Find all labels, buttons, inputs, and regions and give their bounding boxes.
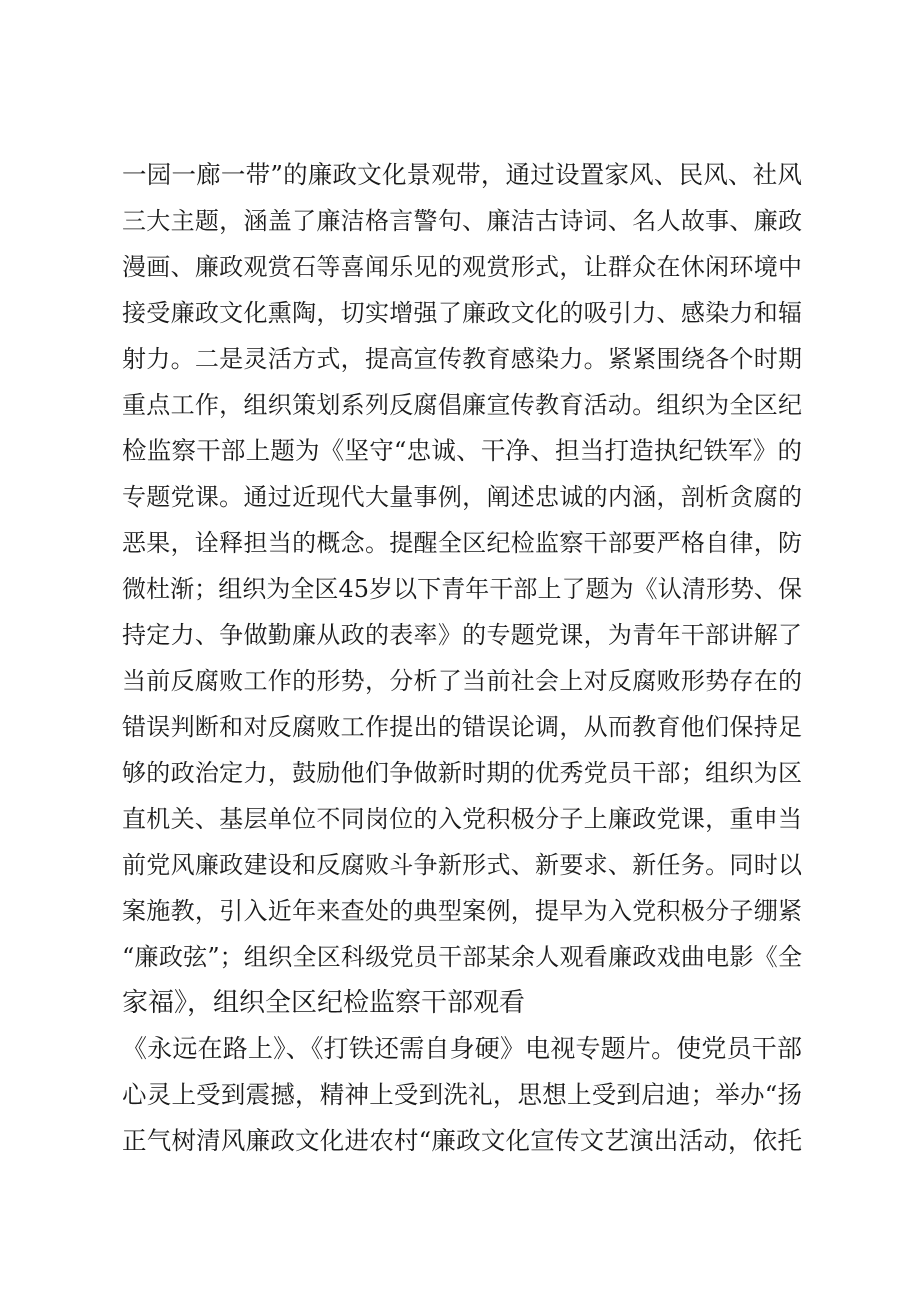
text-line: 当前反腐败工作的形势，分析了当前社会上对反腐败形势存在的 — [122, 667, 802, 695]
text-line: 接受廉政文化熏陶，切实增强了廉政文化的吸引力、感染力和辐 — [122, 299, 802, 327]
text-line: 家福》，组织全区纪检监察干部观看 — [122, 988, 526, 1018]
text-line: 漫画、廉政观赏石等喜闻乐见的观赏形式，让群众在休闲环境中 — [122, 253, 802, 281]
text-line: 前党风廉政建设和反腐败斗争新形式、新要求、新任务。同时以 — [122, 851, 802, 879]
text-line: 够的政治定力，鼓励他们争做新时期的优秀党员干部；组织为区 — [122, 759, 802, 787]
text-line: 《永远在路上》、《打铁还需自身硬》电视专题片。使党员干部 — [122, 1034, 802, 1063]
text-line: “廉政弦”；组织全区科级党员干部某余人观看廉政戏曲电影《全 — [122, 943, 802, 971]
body-text — [122, 152, 802, 1164]
text-line: 重点工作，组织策划系列反腐倡廉宣传教育活动。组织为全区纪 — [122, 391, 802, 419]
text-line: 持定力、争做勤廉从政的表率》的专题党课，为青年干部讲解了 — [122, 621, 802, 649]
text-line: 一园一廊一带”的廉政文化景观带，通过设置家风、民风、社风 — [122, 160, 802, 189]
text-line: 正气树清风廉政文化进农村“廉政文化宣传文艺演出活动，依托 — [122, 1126, 802, 1155]
text-line: 检监察干部上题为《坚守“忠诚、干净、担当打造执纪铁军》的 — [122, 436, 802, 465]
text-line: 三大主题，涵盖了廉洁格言警句、廉洁古诗词、名人故事、廉政 — [122, 207, 802, 235]
text-line: 专题党课。通过近现代大量事例，阐述忠诚的内涵，剖析贪腐的 — [122, 483, 802, 511]
text-line: 错误判断和对反腐败工作提出的错误论调，从而教育他们保持足 — [122, 713, 802, 741]
text-line: 恶果，诠释担当的概念。提醒全区纪检监察干部要严格自律，防 — [122, 529, 802, 557]
text-line: 心灵上受到震撼，精神上受到洗礼，思想上受到启迪；举办“扬 — [122, 1080, 802, 1109]
text-line: 射力。二是灵活方式，提高宣传教育感染力。紧紧围绕各个时期 — [122, 345, 802, 373]
text-line: 直机关、基层单位不同岗位的入党积极分子上廉政党课，重申当 — [122, 805, 802, 833]
text-line: 微杜渐；组织为全区45岁以下青年干部上了题为《认清形势、保 — [122, 575, 802, 603]
text-line: 案施教，引入近年来查处的典型案例，提早为入党积极分子绷紧 — [122, 897, 802, 925]
